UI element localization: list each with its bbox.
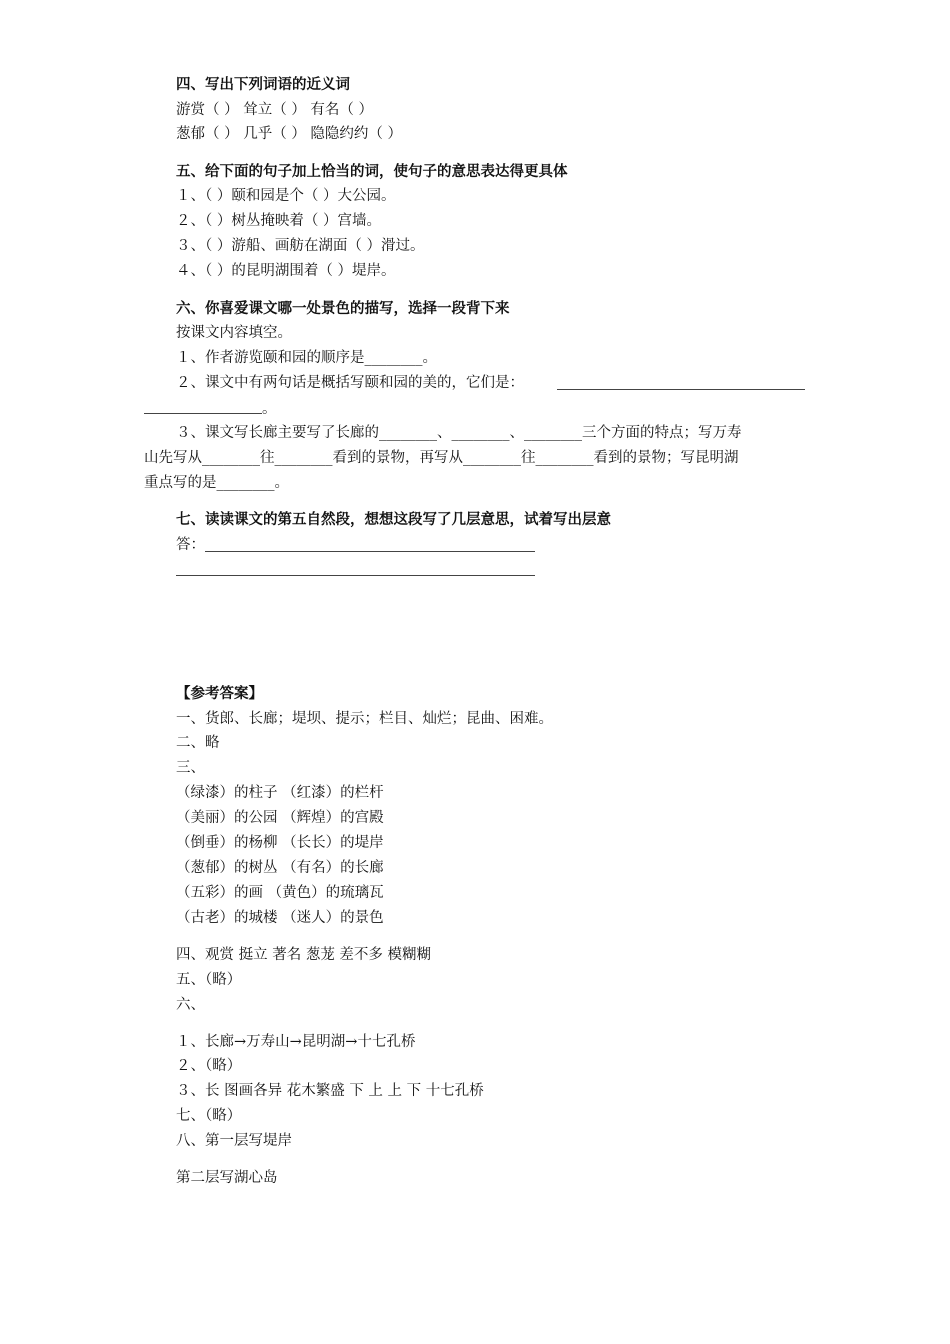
answer-6-3: ３、长 图画各异 花木繁盛 下 上 上 下 十七孔桥 <box>176 1083 484 1099</box>
answer-3-pair: （美丽）的公园 （辉煌）的宫殿 <box>176 810 384 826</box>
answer-line <box>176 575 535 576</box>
section6-q2: ２、课文中有两句话是概括写颐和园的美的，它们是： <box>176 375 524 391</box>
answer-line <box>205 551 535 552</box>
section6-q1: １、作者游览颐和园的顺序是________。 <box>176 350 437 366</box>
section7-answer-label: 答： <box>176 537 205 553</box>
answer-6: 六、 <box>176 997 205 1013</box>
answer-3: 三、 <box>176 760 205 776</box>
section6-q3-line3: 重点写的是________。 <box>144 475 289 491</box>
section7-title: 七、读读课文的第五自然段，想想这段写了几层意思，试着写出层意 <box>176 512 611 528</box>
answer-7: 七、（略） <box>176 1108 242 1124</box>
answer-4: 四、观赏 挺立 著名 葱茏 差不多 模糊糊 <box>176 947 432 963</box>
answer-3-pair: （五彩）的画 （黄色）的琉璃瓦 <box>176 885 384 901</box>
answer-8-2: 第二层写湖心岛 <box>176 1170 278 1186</box>
answer-6-2: ２、（略） <box>176 1058 242 1074</box>
answer-3-pair: （葱郁）的树丛 （有名）的长廊 <box>176 860 384 876</box>
blank-line <box>144 413 262 414</box>
answers-title: 【参考答案】 <box>176 686 263 702</box>
section5-item: ２、（ ）树丛掩映着（ ）宫墙。 <box>176 213 381 229</box>
answer-3-pair: （绿漆）的柱子 （红漆）的栏杆 <box>176 785 384 801</box>
section5-item: １、（ ）颐和园是个（ ）大公园。 <box>176 188 396 204</box>
section4-row1: 游赏（ ） 耸立（ ） 有名（ ） <box>176 102 374 118</box>
answer-3-pair: （倒垂）的杨柳 （长长）的堤岸 <box>176 835 384 851</box>
answer-5: 五、（略） <box>176 972 242 988</box>
section5-title: 五、给下面的句子加上恰当的词，使句子的意思表达得更具体 <box>176 164 568 180</box>
section6-q3-line2: 山先写从________往________看到的景物，再写从________往________看到的景物；写昆明湖 <box>144 450 739 466</box>
answer-2: 二、略 <box>176 735 220 751</box>
answer-6-1: １、长廊→万寿山→昆明湖→十七孔桥 <box>176 1034 416 1050</box>
section4-row2: 葱郁（ ） 几乎（ ） 隐隐约约（ ） <box>176 126 403 142</box>
answer-8: 八、第一层写堤岸 <box>176 1133 292 1149</box>
section6-q3-line1: ３、课文写长廊主要写了长廊的________、________、________三个方面的特点；写万寿 <box>176 425 742 441</box>
section6-intro: 按课文内容填空。 <box>176 325 292 341</box>
section6-title: 六、你喜爱课文哪一处景色的描写，选择一段背下来 <box>176 301 510 317</box>
blank-line <box>557 389 805 390</box>
answer-1: 一、货郎、长廊；堤坝、提示；栏目、灿烂；昆曲、困难。 <box>176 711 553 727</box>
section6-q2-end: 。 <box>262 401 277 417</box>
answer-3-pair: （古老）的城楼 （迷人）的景色 <box>176 910 384 926</box>
section5-item: ４、（ ）的昆明湖围着（ ）堤岸。 <box>176 263 396 279</box>
section4-title: 四、写出下列词语的近义词 <box>176 77 350 93</box>
section5-item: ３、（ ）游船、画舫在湖面（ ）滑过。 <box>176 238 425 254</box>
